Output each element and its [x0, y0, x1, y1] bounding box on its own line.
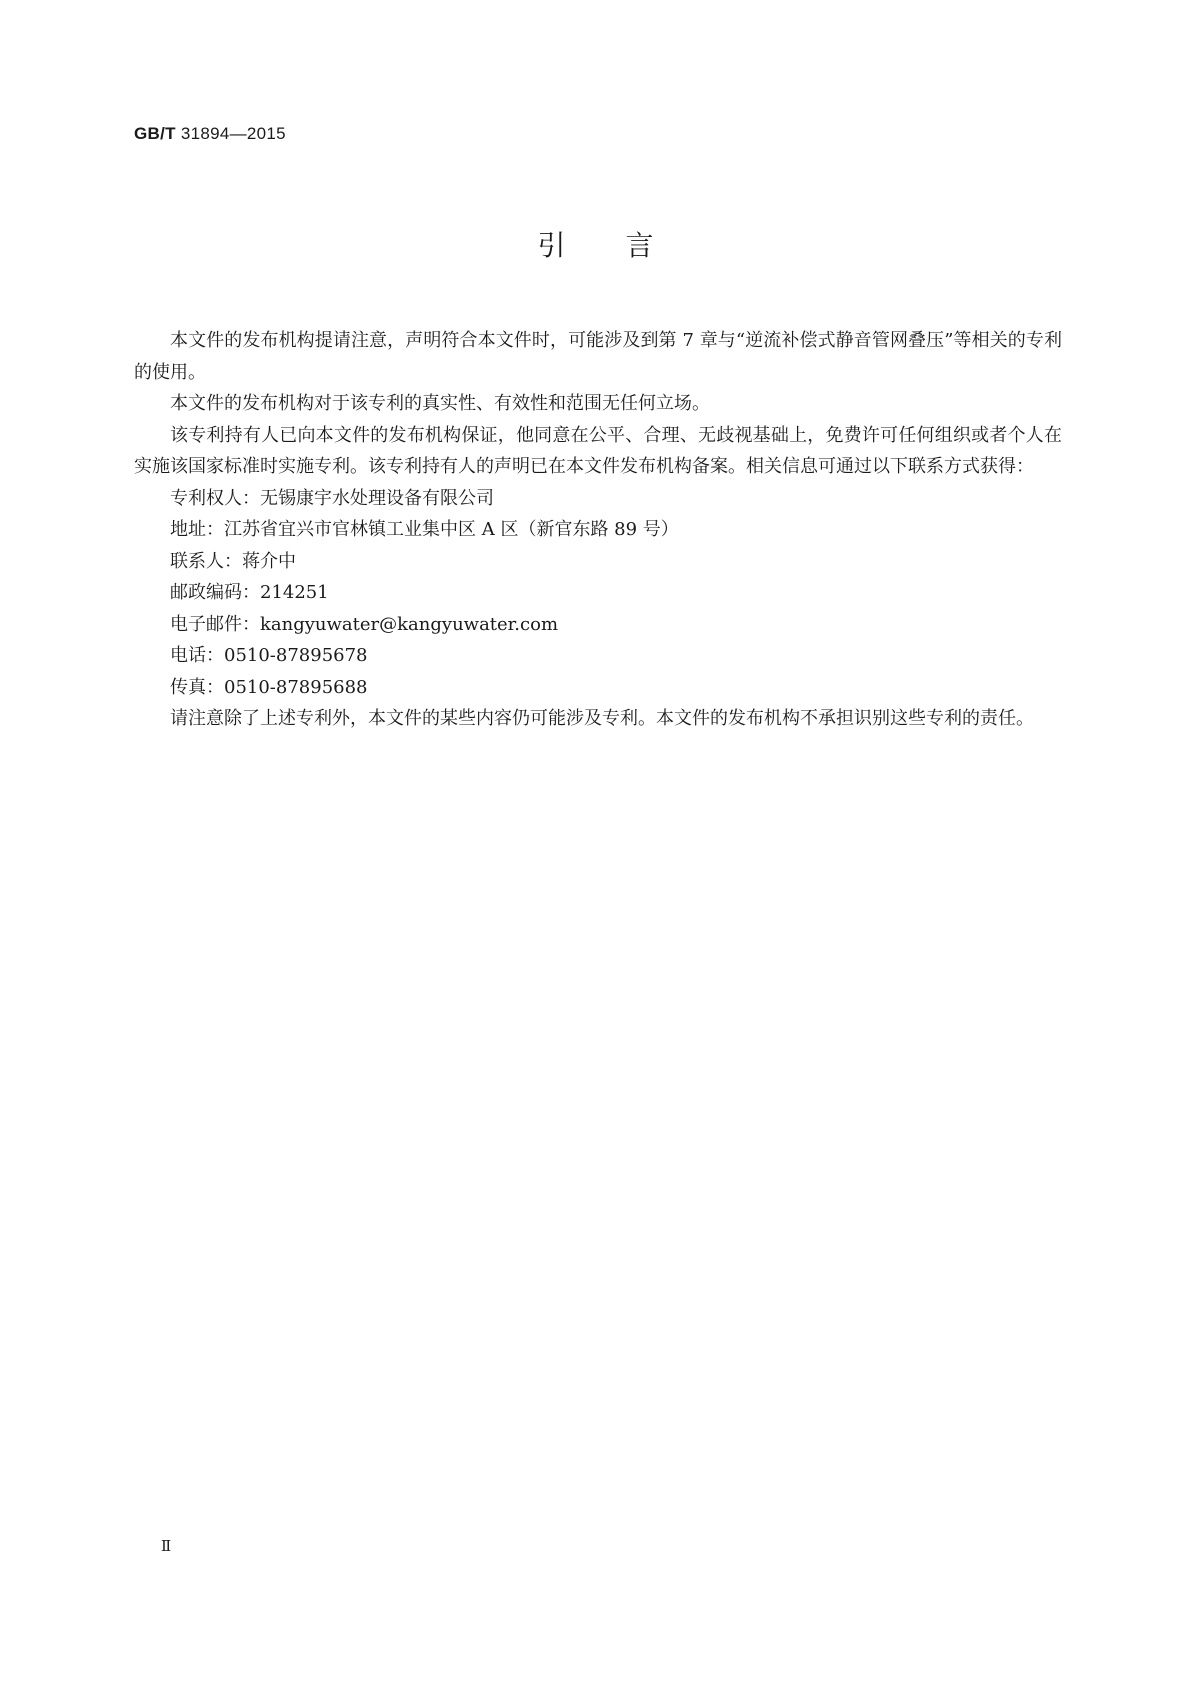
contact-email: 电子邮件：kangyuwater@kangyuwater.com [170, 613, 559, 635]
standard-code [134, 124, 286, 144]
page-number: Ⅱ [161, 1537, 172, 1555]
contact-phone: 电话：0510-87895678 [170, 645, 368, 666]
paragraph-patent-notice: 本文件的发布机构提请注意，声明符合本文件时，可能涉及到第 7 章与“逆流补偿式静音管网叠压”等相关的专利的使用。 [134, 330, 1062, 383]
paragraph-holder-guarantee: 该专利持有人已向本文件的发布机构保证，他同意在公平、合理、无歧视基础上，免费许可任何组织或者个人在实施该国家标准时实施专利。该专利持有人的声明已在本文件发布机构备案。相关信息可通过以下联系方式获得： [134, 424, 1062, 477]
contact-patentee: 专利权人：无锡康宇水处理设备有限公司 [170, 487, 494, 509]
page-title: 引言 [537, 229, 714, 262]
document-body [134, 325, 1062, 735]
paragraph-disclaimer: 请注意除了上述专利外，本文件的某些内容仍可能涉及专利。本文件的发布机构不承担识别这些专利的责任。 [170, 708, 1034, 729]
contact-fax: 传真：0510-87895688 [170, 676, 368, 698]
contact-person: 联系人：蒋介中 [170, 550, 296, 572]
paragraph-position-statement: 本文件的发布机构对于该专利的真实性、有效性和范围无任何立场。 [170, 393, 710, 414]
standard-number: 31894—2015 [180, 124, 286, 143]
contact-postcode: 邮政编码：214251 [170, 582, 329, 603]
contact-address: 地址：江苏省宜兴市官林镇工业集中区 A 区（新官东路 89 号） [170, 519, 679, 540]
standard-prefix: GB/T [134, 124, 176, 143]
